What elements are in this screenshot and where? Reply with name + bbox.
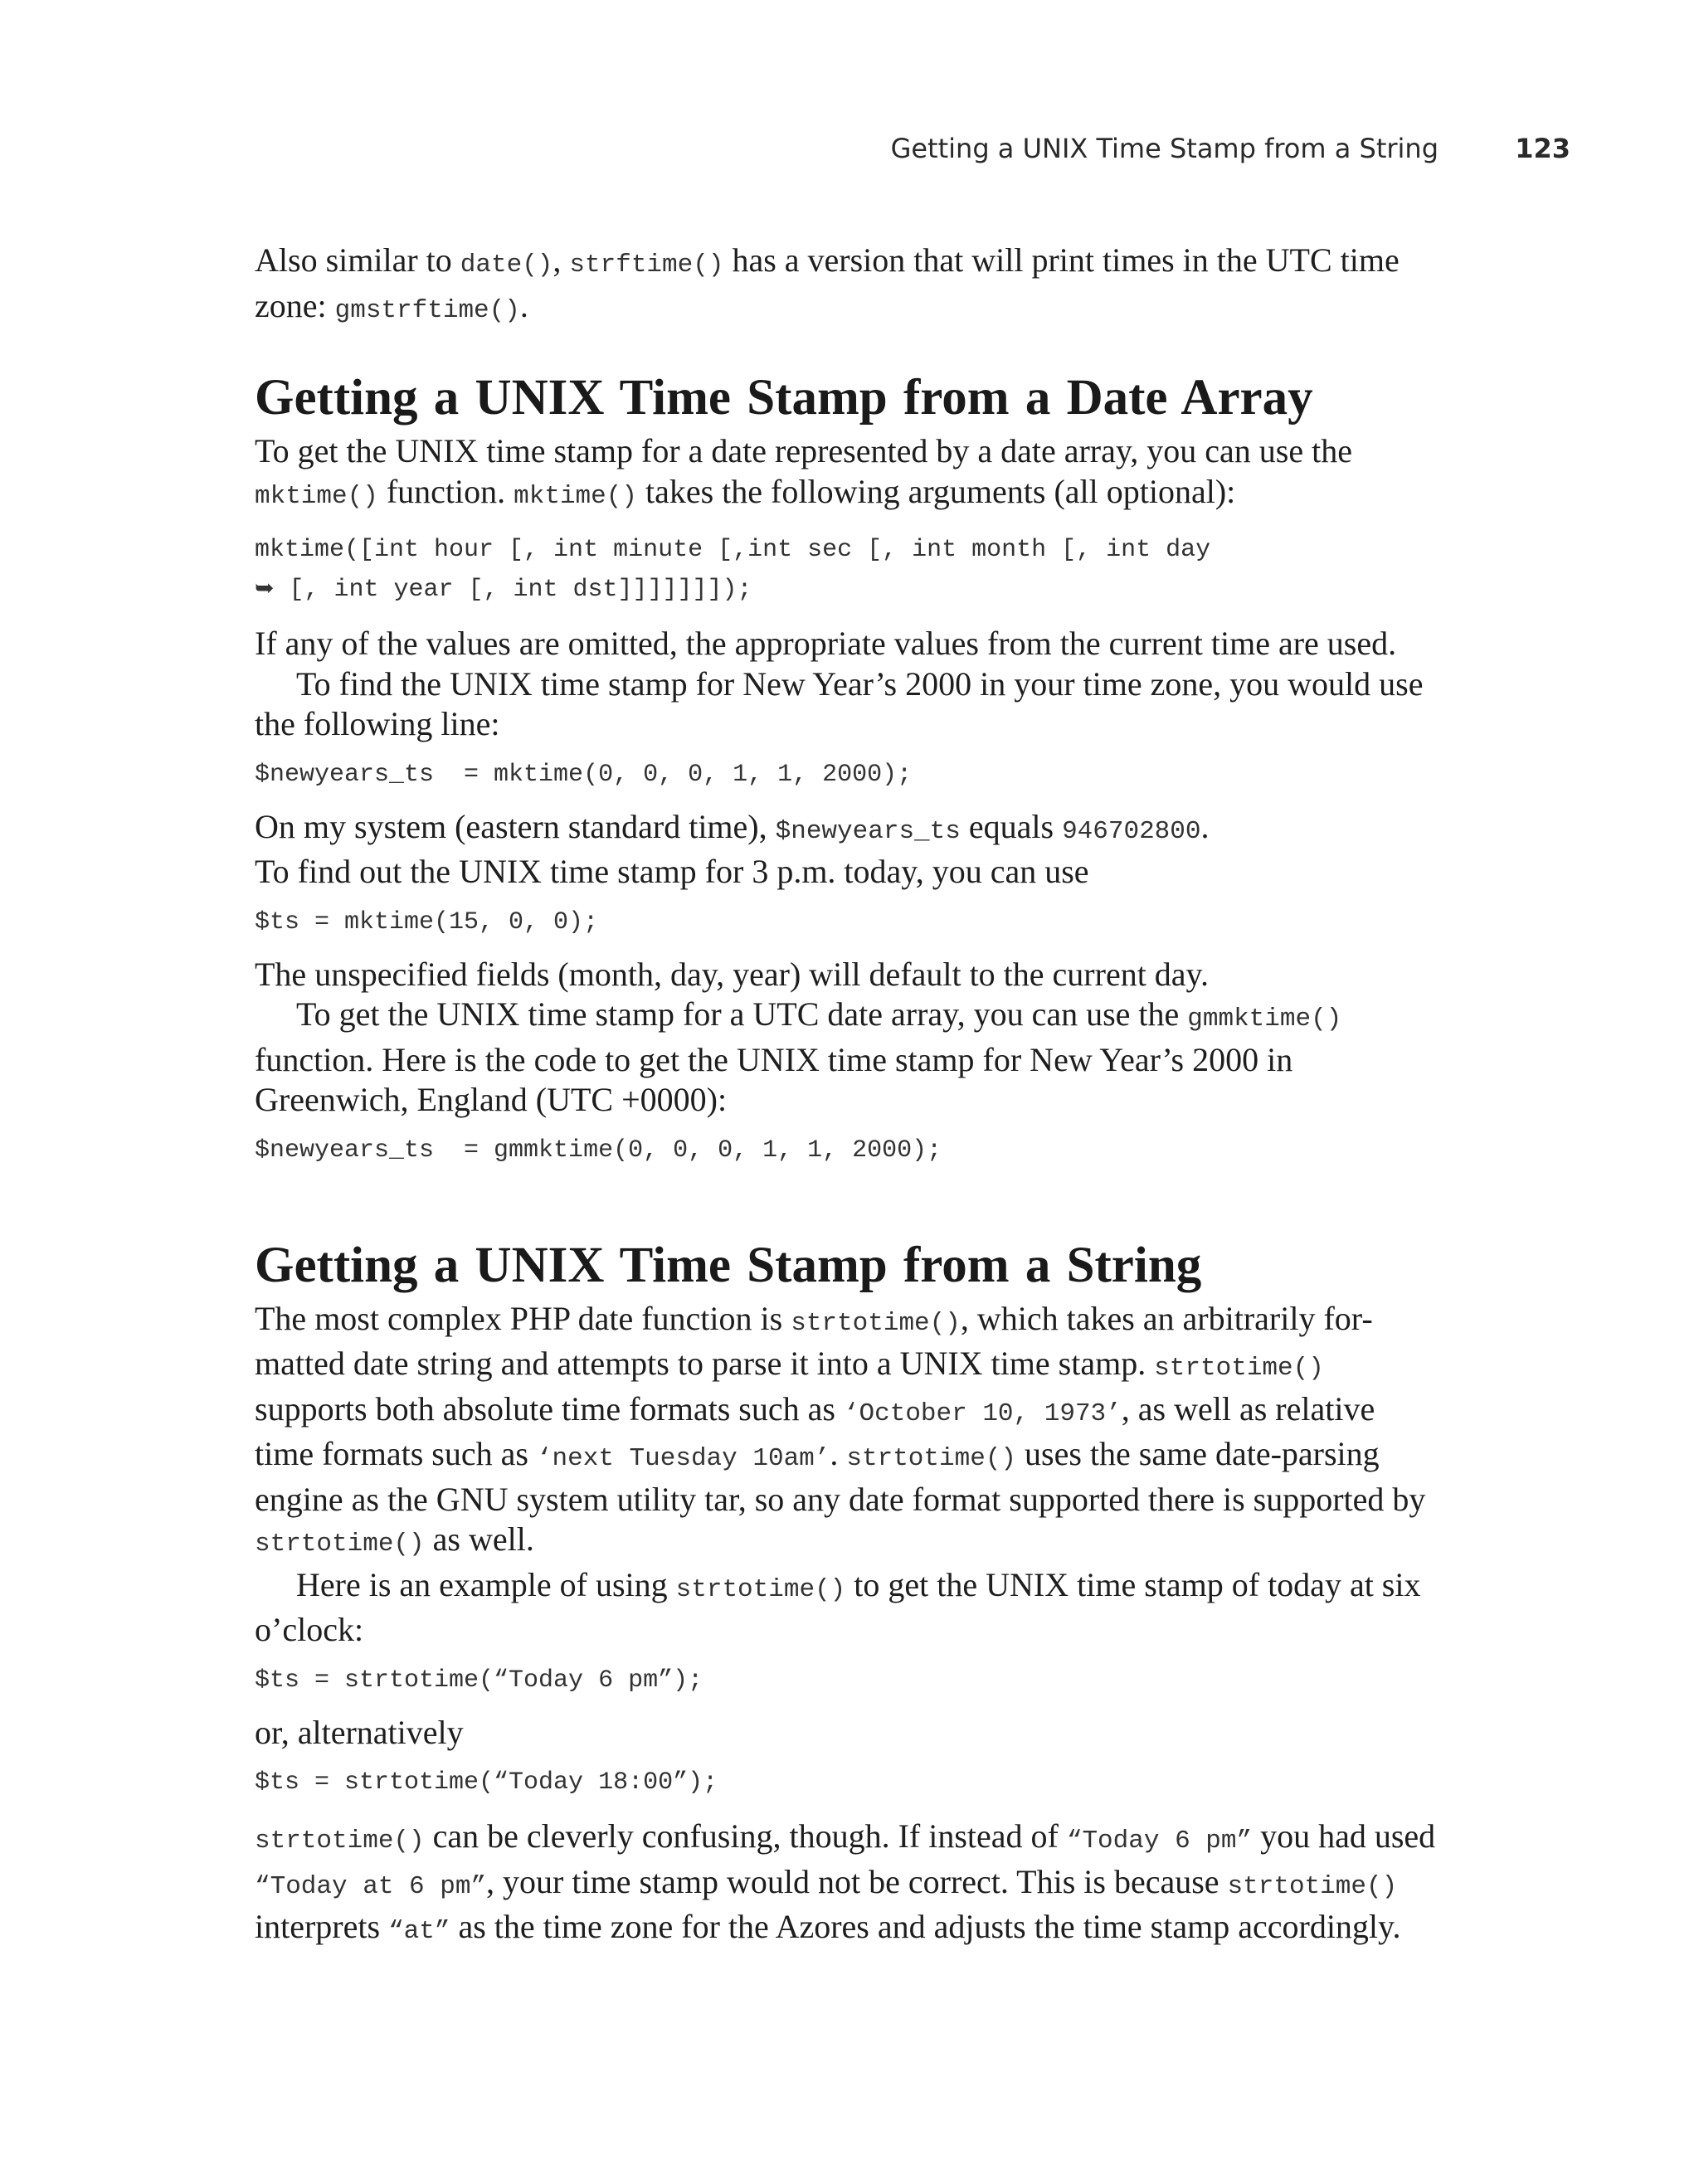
running-header xyxy=(890,133,1570,174)
paragraph-eastern-time: On my system (eastern standard time), $newyears_ts equals 946702800. xyxy=(255,807,1210,846)
section-heading-date-array: Getting a UNIX Time Stamp from a Date Array xyxy=(255,370,1313,426)
running-title: Getting a UNIX Time Stamp from a String xyxy=(890,133,1439,164)
paragraph-alternatively: or, alternatively xyxy=(255,1713,464,1751)
page-body xyxy=(255,241,1441,1953)
paragraph-azores: strtotime() can be cleverly confusing, though. If instead of “Today 6 pm” you had used “Today at 6 pm”, your time stamp would not be correct. This is because strtotime() interprets “at” as the time zone for the Azores and adjusts the time stamp accordingly. xyxy=(255,1817,1436,1946)
code-block-newyears: $newyears_ts = mktime(0, 0, 0, 1, 1, 2000); xyxy=(255,760,913,789)
paragraph-new-years: To find the UNIX time stamp for New Year’s 2000 in your time zone, you would use the following line: xyxy=(255,664,1424,742)
code-block-3pm: $ts = mktime(15, 0, 0); xyxy=(255,907,599,936)
section-heading-string: Getting a UNIX Time Stamp from a String xyxy=(255,1237,1202,1293)
code-block-today-1800: $ts = strtotime(“Today 18:00”); xyxy=(255,1768,718,1797)
paragraph-omitted-values: If any of the values are omitted, the appropriate values from the current time are used. xyxy=(255,625,1397,662)
paragraph-six-oclock: Here is an example of using strtotime() to get the UNIX time stamp of today at six o’clock: xyxy=(255,1565,1421,1648)
paragraph-mktime-intro: To get the UNIX time stamp for a date represented by a date array, you can use the mktime() function. mktime() takes the following arguments (all optional): xyxy=(255,432,1352,511)
paragraph-gmmktime: To get the UNIX time stamp for a UTC date array, you can use the gmmktime() function. Here is the code to get the UNIX time stamp for New Year’s 2000 in Greenwich, England (UTC +0000): xyxy=(255,995,1342,1118)
paragraph-unspecified-fields: The unspecified fields (month, day, year) will default to the current day. xyxy=(255,955,1209,993)
code-block-gmmktime: $newyears_ts = gmmktime(0, 0, 0, 1, 1, 2000); xyxy=(255,1136,942,1165)
page-number: 123 xyxy=(1515,133,1570,164)
paragraph-3pm: To find out the UNIX time stamp for 3 p.m. today, you can use xyxy=(255,853,1089,890)
line-continuation-arrow-icon: ➥ xyxy=(255,574,275,601)
paragraph-strtotime-intro: The most complex PHP date function is strtotime(), which takes an arbitrarily for-matted date string and attempts to parse it into a UNIX time stamp. strtotime() supports both absolute time formats such as ‘October 10, 1973’, as well as relative time formats such as ‘next Tuesday 10am’. strtotime() uses the same date-parsing engine as the GNU system utility tar, so any date format supported there is supported by strtotime() as well. xyxy=(255,1299,1426,1559)
code-block-today-6pm: $ts = strtotime(“Today 6 pm”); xyxy=(255,1666,703,1695)
code-block-mktime-signature: mktime([int hour [, int minute [,int sec [, int month [, int day ➥ [, int year [, int dst]]]]]]]); xyxy=(255,536,1211,604)
intro-paragraph: Also similar to date(), strftime() has a version that will print times in the UTC time zone: gmstrftime(). xyxy=(255,241,1400,325)
